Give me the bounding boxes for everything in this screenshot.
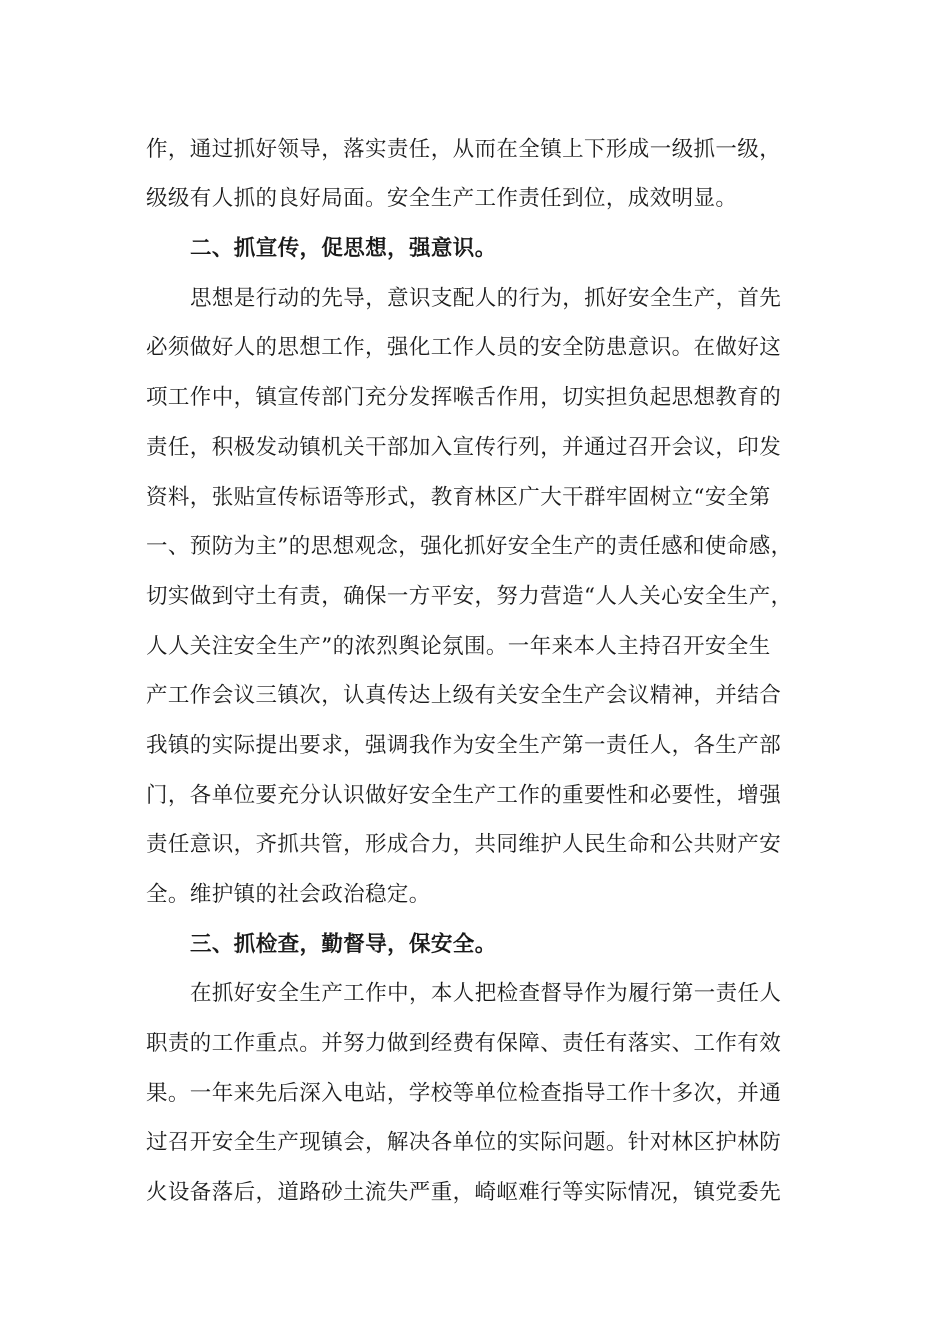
body-text-line: 火设备落后，道路砂土流失严重，崎岖难行等实际情况，镇党委先 [146, 1180, 782, 1205]
body-text-line: 责任，积极发动镇机关干部加入宣传行列，并通过召开会议，印发 [146, 435, 782, 460]
section-heading: 二、抓宣传，促思想，强意识。 [190, 236, 497, 261]
body-text-line: 责任意识，齐抓共管，形成合力，共同维护人民生命和公共财产安 [146, 832, 782, 857]
body-text-line: 资料，张贴宣传标语等形式，教育林区广大干群牢固树立“安全第 [146, 485, 771, 510]
body-text-line: 切实做到守土有责，确保一方平安，努力营造“人人关心安全生产， [146, 584, 793, 609]
body-text-line: 职责的工作重点。并努力做到经费有保障、责任有落实、工作有效 [146, 1031, 782, 1056]
body-text-line: 人人关注安全生产”的浓烈舆论氛围。一年来本人主持召开安全生 [146, 634, 771, 659]
body-text-line: 必须做好人的思想工作，强化工作人员的安全防患意识。在做好这 [146, 335, 782, 360]
body-text-line: 项工作中，镇宣传部门充分发挥喉舌作用，切实担负起思想教育的 [146, 385, 782, 410]
body-text-line: 过召开安全生产现镇会，解决各单位的实际问题。针对林区护林防 [146, 1130, 782, 1155]
body-text-line: 思想是行动的先导，意识支配人的行为，抓好安全生产，首先 [190, 286, 782, 311]
section-heading: 三、抓检查，勤督导，保安全。 [190, 932, 497, 957]
body-text-line: 级级有人抓的良好局面。安全生产工作责任到位，成效明显。 [146, 186, 738, 211]
body-text-line: 果。一年来先后深入电站，学校等单位检查指导工作十多次，并通 [146, 1081, 782, 1106]
body-text-line: 作，通过抓好领导，落实责任，从而在全镇上下形成一级抓一级， [146, 137, 782, 162]
body-text-line: 在抓好安全生产工作中，本人把检查督导作为履行第一责任人 [190, 981, 782, 1006]
body-text-line: 产工作会议三镇次，认真传达上级有关安全生产会议精神，并结合 [146, 683, 782, 708]
body-text-line: 一、预防为主”的思想观念，强化抓好安全生产的责任感和使命感， [146, 534, 793, 559]
body-text-line: 门，各单位要充分认识做好安全生产工作的重要性和必要性，增强 [146, 783, 782, 808]
body-text-line: 全。维护镇的社会政治稳定。 [146, 882, 431, 907]
body-text-line: 我镇的实际提出要求，强调我作为安全生产第一责任人，各生产部 [146, 733, 782, 758]
